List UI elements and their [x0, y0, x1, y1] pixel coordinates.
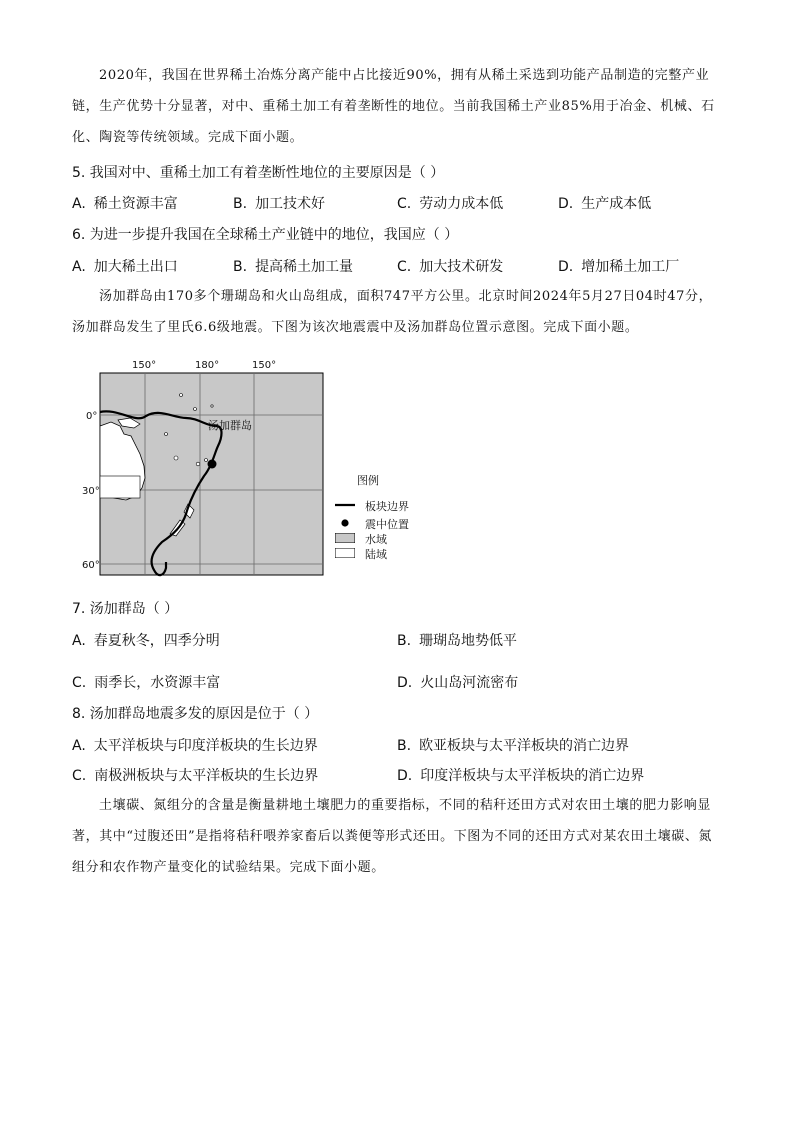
option-letter: A. [72, 196, 86, 212]
q6-option-d[interactable] [558, 256, 679, 276]
epicenter-dot-icon [335, 518, 355, 528]
option-letter: C. [72, 675, 87, 691]
option-letter: C. [72, 768, 87, 784]
option-text: 雨季长，水资源丰富 [94, 675, 221, 691]
option-letter: B. [397, 738, 412, 754]
option-text: 春夏秋冬，四季分明 [93, 633, 220, 649]
option-letter: C. [397, 196, 412, 212]
option-letter: A. [72, 633, 86, 649]
legend-label: 震中位置 [365, 518, 409, 531]
option-text: 珊瑚岛地势低平 [419, 633, 518, 649]
option-text: 火山岛河流密布 [420, 675, 519, 691]
legend-label: 水域 [365, 533, 387, 546]
land-swatch-icon [335, 548, 355, 558]
question-5-stem: 5. 我国对中、重稀土加工有着垄断性地位的主要原因是（ ） [72, 165, 445, 181]
q7-option-a[interactable] [72, 630, 220, 650]
q8-option-a[interactable] [72, 735, 318, 755]
map-lon-label: 150° [132, 360, 157, 371]
option-letter: B. [397, 633, 412, 649]
q7-option-c[interactable] [72, 672, 220, 692]
question-6-stem: 6. 为进一步提升我国在全球稀土产业链中的地位，我国应（ ） [72, 227, 459, 243]
option-text: 南极洲板块与太平洋板块的生长边界 [94, 768, 319, 784]
option-letter: C. [397, 259, 412, 275]
option-text: 太平洋板块与印度洋板块的生长边界 [93, 738, 318, 754]
option-letter: A. [72, 259, 86, 275]
q6-option-a[interactable] [72, 256, 178, 276]
q6-option-b[interactable] [233, 256, 353, 276]
q7-option-b[interactable] [397, 630, 517, 650]
option-letter: B. [233, 259, 248, 275]
plate-line-icon [335, 500, 355, 510]
q5-option-a[interactable] [72, 193, 178, 213]
q5-option-b[interactable] [233, 193, 325, 213]
map-land-australia-west [100, 476, 140, 498]
q8-option-d[interactable] [397, 765, 644, 785]
legend-title: 图例 [357, 474, 379, 487]
option-text: 增加稀土加工厂 [581, 259, 680, 275]
passage-soil-straw: 土壤碳、氮组分的含量是衡量耕地土壤肥力的重要指标，不同的秸秆还田方式对农田土壤的肥力影响显著，其中“过腹还田”是指将秸秆喂养家畜后以粪便等形式还田。下图为不同的还田方式对某农田土壤碳、氮组分和农作物产量变化的试验结果。完成下面小题。 [72, 798, 713, 875]
option-letter: D. [558, 259, 574, 275]
option-text: 加大技术研发 [419, 259, 504, 275]
map-lat-label: 60° [82, 560, 100, 571]
option-letter: B. [233, 196, 248, 212]
legend-label: 陆域 [365, 548, 387, 561]
passage-rare-earth: 2020年，我国在世界稀土冶炼分离产能中占比接近90%，拥有从稀土采选到功能产品制造的完整产业链，生产优势十分显著，对中、重稀土加工有着垄断性的地位。当前我国稀土产业85%用于冶金、机械、石化、陶瓷等传统领域。完成下面小题。 [72, 68, 715, 145]
option-text: 加大稀土出口 [93, 259, 178, 275]
option-text: 加工技术好 [255, 196, 326, 212]
question-8-stem: 8. 汤加群岛地震多发的原因是位于（ ） [72, 706, 319, 722]
option-text: 劳动力成本低 [419, 196, 504, 212]
map-lon-label: 150° [252, 360, 277, 371]
q8-option-c[interactable] [72, 765, 318, 785]
option-text: 印度洋板块与太平洋板块的消亡边界 [420, 768, 645, 784]
map-lon-label: 180° [195, 360, 220, 371]
legend-label: 板块边界 [365, 500, 409, 513]
option-letter: A. [72, 738, 86, 754]
q8-option-b[interactable] [397, 735, 629, 755]
passage-tonga: 汤加群岛由170多个珊瑚岛和火山岛组成，面积747平方公里。北京时间2024年5月27日04时47分，汤加群岛发生了里氏6.6级地震。下图为该次地震震中及汤加群岛位置示意图。完成下面小题。 [72, 289, 713, 335]
option-letter: D. [397, 768, 413, 784]
option-letter: D. [397, 675, 413, 691]
option-text: 稀土资源丰富 [93, 196, 178, 212]
map-lat-label: 0° [86, 411, 98, 422]
option-text: 生产成本低 [581, 196, 652, 212]
q7-option-d[interactable] [397, 672, 518, 692]
q5-option-d[interactable] [558, 193, 651, 213]
question-7-stem: 7. 汤加群岛（ ） [72, 601, 179, 617]
option-letter: D. [558, 196, 574, 212]
option-text: 欧亚板块与太平洋板块的消亡边界 [419, 738, 630, 754]
q5-option-c[interactable] [397, 193, 503, 213]
q6-option-c[interactable] [397, 256, 503, 276]
map-tonga-label: 汤加群岛 [208, 419, 252, 432]
map-lat-label: 30° [82, 486, 100, 497]
water-swatch-icon [335, 533, 355, 543]
option-text: 提高稀土加工量 [255, 259, 354, 275]
